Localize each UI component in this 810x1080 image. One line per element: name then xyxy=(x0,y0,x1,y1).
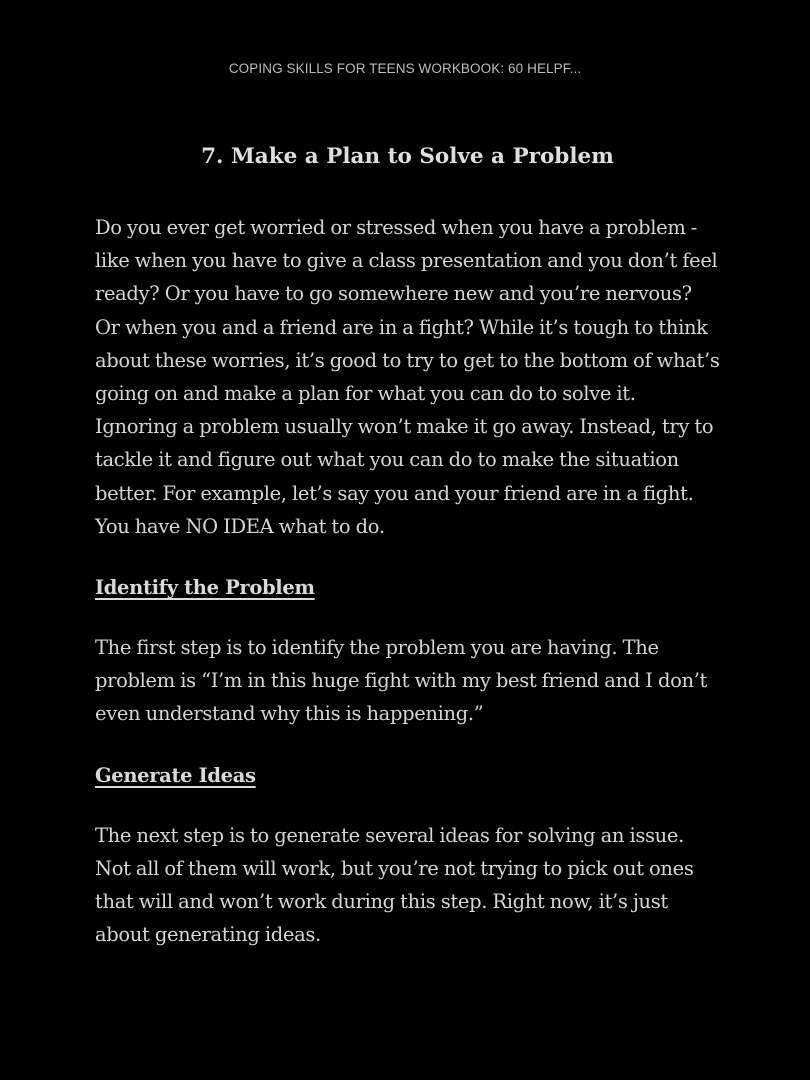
intro-paragraph: Do you ever get worried or stressed when you have a problem - like when you have to give a class presentation and you don’t feel ready? Or you have to go somewhere new and you’re nervous? Or when you and a friend are in a fight? While it’s tough to think about these worries, it’s good to try to get to the bottom of what’s going on and make a plan for what you can do to solve it. Ignoring a problem usually won’t make it go away. Instead, try to tackle it and figure out what you can do to make the situation better. For example, let’s say you and your friend are in a fight. You have NO IDEA what to do. xyxy=(95,216,720,538)
generate-paragraph: The next step is to generate several ideas for solving an issue. Not all of them will work, but you’re not trying to pick out ones that will and won’t work during this step. Right now, it’s just about generating ideas. xyxy=(95,823,694,947)
section-heading-generate: Generate Ideas xyxy=(95,763,256,787)
chapter-title: 7. Make a Plan to Solve a Problem xyxy=(201,144,614,169)
running-head: COPING SKILLS FOR TEENS WORKBOOK: 60 HELPF... xyxy=(228,61,582,76)
page-content xyxy=(95,140,720,951)
identify-paragraph: The first step is to identify the problem you are having. The problem is “I’m in this huge fight with my best friend and I don’t even understand why this is happening.” xyxy=(95,636,708,726)
section-heading-identify: Identify the Problem xyxy=(95,576,315,600)
